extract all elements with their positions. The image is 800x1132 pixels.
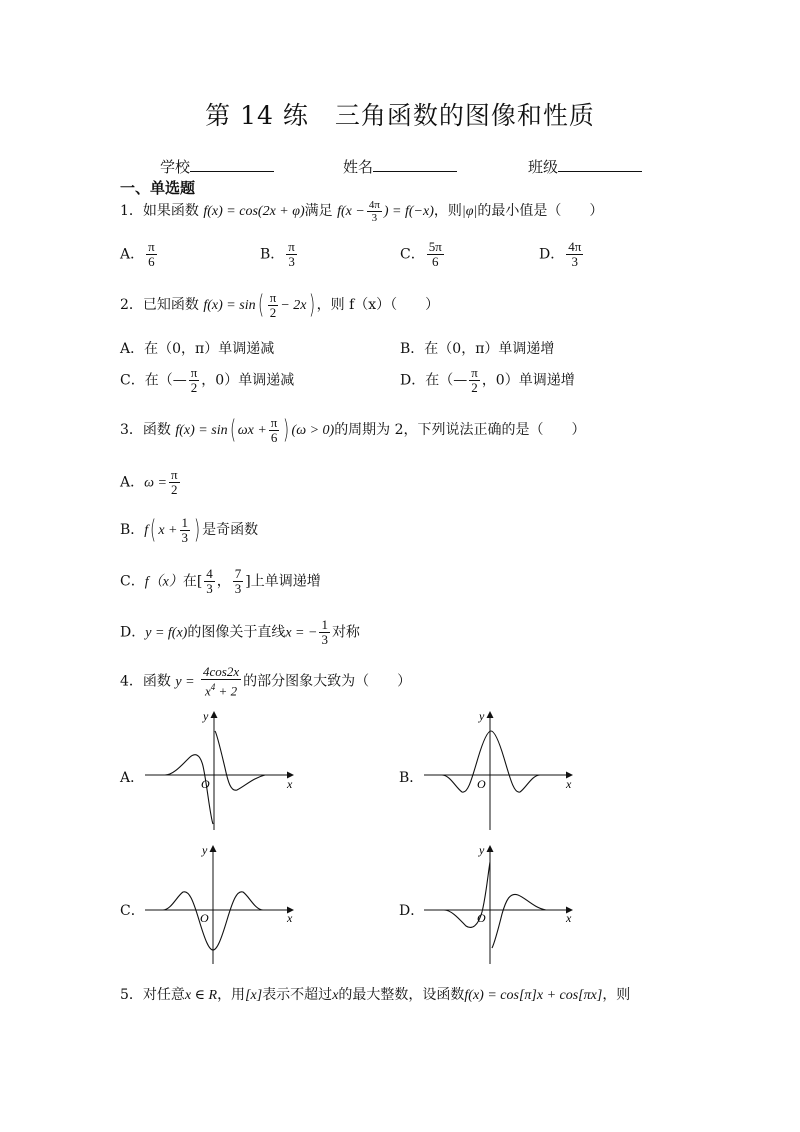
q1-option-c[interactable]: C． $\frac{5\pi}{6}$ [400,239,442,269]
fraction: $\frac{\pi}{2}$ [190,365,198,395]
question-text: 的部分图象大致为（ ） [243,673,412,690]
name-label: 姓名 [343,158,374,176]
q3-option-a[interactable]: A．ω = $\frac{\pi}{2}$ [120,467,178,497]
fraction: $\frac{1}{3}$ [321,617,328,647]
fraction: $\frac{\pi}{3}$ [288,239,295,269]
question-text: 的周期为 2，下列说法正确的是（ ） [334,422,586,438]
question-text: 的最大整数，设函数 [338,987,465,1003]
name-blank [373,157,457,172]
math-expression: [x] [245,988,263,1003]
math-expression: y = [175,674,195,690]
question-text: ，则 f（x）（ ） [316,297,440,313]
x-axis-label: x [566,911,572,925]
math-expression: f(x) = cos(2x + φ) [203,204,305,219]
q2-option-c[interactable]: C．在（— $\frac{\pi}{2}$ ，0）单调递减 [120,365,295,395]
graph-b[interactable] [424,706,584,834]
question-text: 的最小值是（ ） [477,203,604,219]
class-field [528,156,642,177]
q2-option-d[interactable]: D．在（— $\frac{\pi}{2}$ ，0）单调递增 [400,365,575,395]
origin-label: O [201,777,210,791]
question-number: 1． [120,203,143,219]
curve [147,731,293,824]
fraction: $\frac{\pi}{2}$ [471,365,478,395]
graph-a[interactable] [145,706,305,834]
y-axis-label: y [202,843,208,857]
math-expression: (ω > 0) [291,423,335,438]
fraction: $\frac{1}{3}$ [181,514,189,545]
left-paren: ( [150,515,157,545]
fraction: $\frac{\pi}{2}$ [170,467,178,497]
question-text: 已知函数 [142,297,199,313]
question-text: 表示不超过 [262,987,333,1003]
q3-option-c[interactable]: C．f（x）在[ $\frac{4}{3}$ ， $\frac{7}{3}$ ]上单调递增 [120,566,321,596]
fraction: $\frac{\pi}{6}$ [270,414,278,445]
fraction: $\frac{\pi}{2}$ [269,289,277,320]
left-paren: ( [229,415,236,445]
y-axis-label: y [479,709,485,723]
question-4 [120,665,411,698]
q4-option-d-label[interactable]: D． [399,903,425,919]
math-expression: ) = f(−x) [383,204,434,219]
question-number: 3． [120,422,143,438]
origin-label: O [200,911,209,925]
right-paren: ) [308,290,315,320]
q3-option-d[interactable]: D．y = f(x)的图像关于直线x = − $\frac{1}{3}$ 对称 [120,617,360,647]
right-paren: ) [194,515,201,545]
math-expression: |φ| [461,204,478,219]
math-expression: f(x) = cos[π]x + cos[πx] [464,988,603,1003]
question-1 [120,198,603,225]
class-blank [558,157,642,172]
origin-label: O [477,777,486,791]
graph-d[interactable] [424,840,584,968]
y-axis-label: y [203,709,209,723]
q3-option-b[interactable]: B．f( x + $\frac{1}{3}$ ) 是奇函数 [120,514,259,545]
question-text: 对任意 [142,987,185,1003]
fraction: $\frac{7}{3}$ [234,566,242,596]
fraction: $\frac{4\pi}{3}$ [368,198,380,224]
school-label: 学校 [160,158,191,176]
left-paren: ( [257,290,264,320]
fraction: $\frac{4\pi}{3}$ [568,239,582,269]
q1-option-d[interactable]: D． $\frac{4\pi}{3}$ [539,239,582,269]
math-expression: x ∈ R [184,988,218,1003]
right-paren: ) [283,415,290,445]
curve [426,731,572,792]
q4-option-b-label[interactable]: B． [399,770,424,786]
math-expression: f(x − [337,204,365,219]
question-number: 5． [120,987,143,1003]
fraction: $\frac{5\pi}{6}$ [428,239,442,269]
x-axis-label: x [287,911,293,925]
math-expression: ωx + [237,423,267,438]
q2-option-a[interactable]: A．在（0，π）单调递减 [120,341,275,357]
section-heading: 一、单选题 [120,179,196,197]
fraction: $\frac{4\cos 2x}{x^4 + 2}$ [203,664,240,699]
question-text: 函数 [142,422,171,438]
q4-option-c-label[interactable]: C． [120,903,145,919]
question-number: 2． [120,297,143,313]
question-5 [120,984,630,1004]
q1-option-a[interactable]: A． $\frac{\pi}{6}$ [120,239,155,269]
origin-label: O [477,911,486,925]
math-expression: x [332,988,339,1003]
name-field [343,156,457,177]
graph-c[interactable] [145,840,305,968]
q2-option-b[interactable]: B．在（0，π）单调递增 [400,341,555,357]
page-title: 第 14 练 三角函数的图像和性质 [205,101,595,130]
x-axis-label: x [566,777,572,791]
math-expression: − 2x [280,298,307,313]
class-label: 班级 [528,158,559,176]
q1-option-b[interactable]: B． $\frac{\pi}{3}$ [260,239,295,269]
curve [147,892,293,950]
fraction: $\frac{4}{3}$ [206,566,213,596]
question-text: 函数 [142,673,171,690]
question-text: ，用 [217,987,246,1003]
question-2 [120,290,439,320]
question-text: ，则 [433,203,462,219]
y-axis-label: y [479,843,485,857]
question-text: 满足 [304,203,333,219]
curve [426,862,572,948]
question-text: ，则 [602,987,631,1003]
math-expression: f(x) = sin [175,423,228,438]
school-blank [190,157,274,172]
math-expression: f(x) = sin [203,298,256,313]
fraction: $\frac{\pi}{6}$ [148,239,155,269]
question-3 [120,415,586,445]
x-axis-label: x [287,777,293,791]
question-number: 4． [120,673,143,690]
school-field [160,156,274,177]
question-text: 如果函数 [142,203,199,219]
q4-option-a-label[interactable]: A． [120,770,145,786]
